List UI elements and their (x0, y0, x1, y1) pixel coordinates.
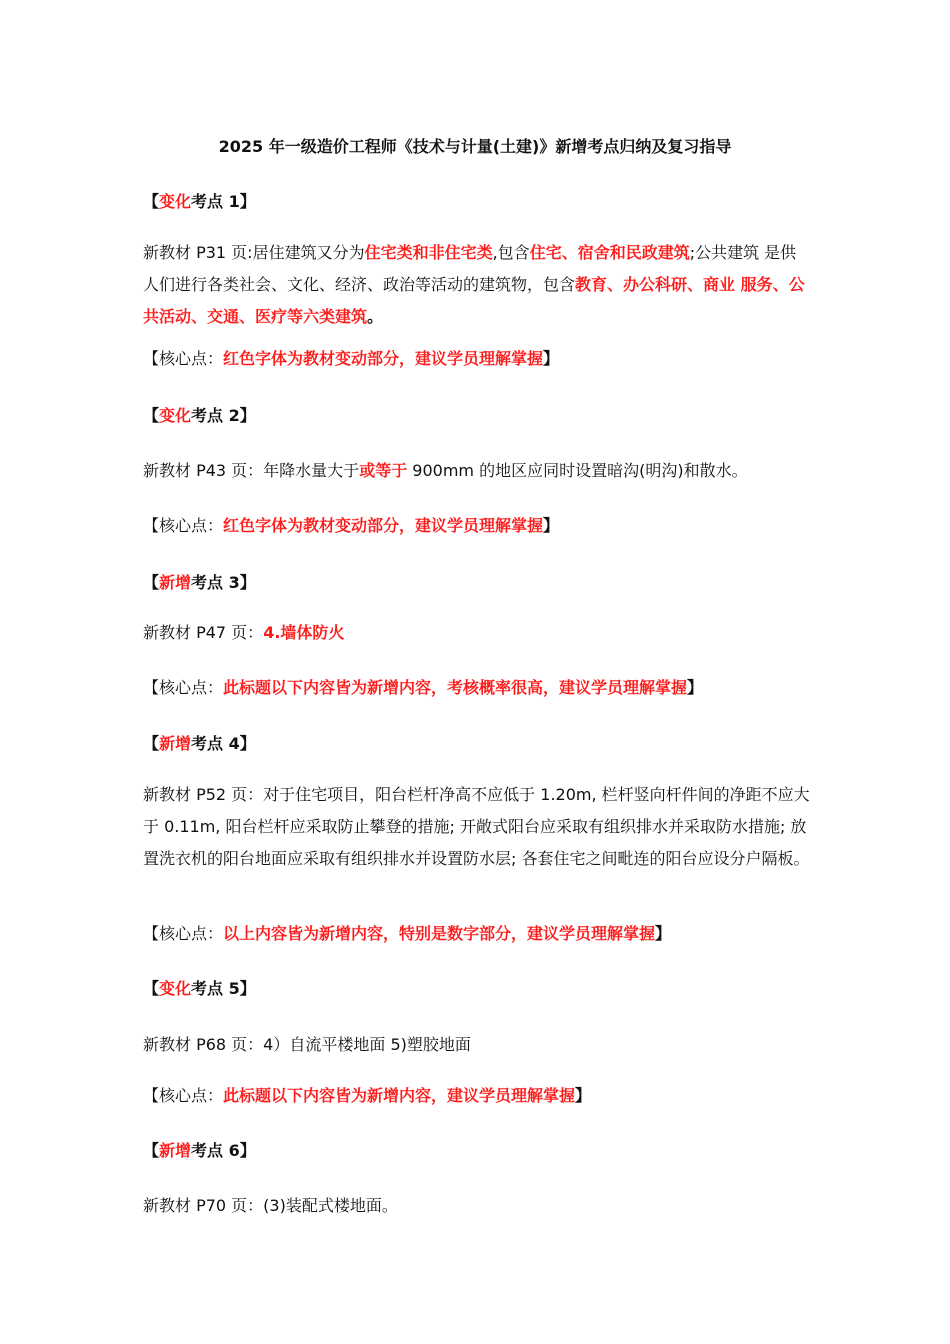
content-run-highlight: 4.墙体防火 (263, 623, 345, 642)
content-run: ;公共建筑 是供人们进行各类社会、文化、经济、政治等活动的建筑物，包含 (143, 243, 797, 294)
content-run: 新教材 P47 页： (143, 623, 264, 642)
note-prefix: 【核心点： (143, 516, 224, 535)
content-run: 新教材 P68 页：4）自流平楼地面 5)塑胶地面 (143, 1035, 471, 1054)
section-content-3 (143, 617, 811, 649)
section-label: 考点 1 (191, 192, 240, 211)
content-run-highlight: 教育、办公科研、商业 服务、公共活动、交通、医疗等六类建筑 (143, 275, 805, 326)
section-heading-4 (143, 734, 811, 754)
bracket-close: 】 (239, 406, 256, 425)
note-text: 此标题以下内容皆为新增内容，考核概率很高，建议学员理解掌握 (223, 678, 688, 697)
content-run: 新教材 P70 页：(3)装配式楼地面。 (143, 1196, 398, 1215)
section-label: 考点 3 (191, 573, 240, 592)
bracket-open: 【 (143, 573, 160, 592)
section-content-1 (143, 237, 811, 333)
content-run: 新教材 P52 页：对于住宅项目，阳台栏杆净高不应低于 1.20m, 栏杆竖向杆件间的净距不应大于 0.11m, 阳台栏杆应采取防止攀登的措施; 开敞式阳台应采取有组织排水并采取防水措施; 放置洗衣机的阳台地面应采取有组织排水并设置防水层; 各套住宅之间毗连的阳台应设分户隔板。 (143, 785, 810, 868)
content-run: 900mm 的地区应同时设置暗沟(明沟)和散水。 (407, 461, 748, 480)
note-prefix: 【核心点： (143, 349, 224, 368)
section-tag: 新增 (159, 573, 192, 592)
bracket-close: 】 (239, 192, 256, 211)
bracket-close: 】 (543, 516, 560, 535)
section-label: 考点 5 (191, 979, 240, 998)
document-title: 2025 年一级造价工程师《技术与计量(土建)》新增考点归纳及复习指导 (218, 137, 732, 156)
section-heading-1 (143, 192, 811, 212)
section-heading-2 (143, 406, 811, 426)
core-note-2 (143, 515, 811, 537)
section-content-5 (143, 1029, 811, 1061)
bracket-open: 【 (143, 979, 160, 998)
bracket-close: 】 (239, 979, 256, 998)
bracket-close: 】 (239, 573, 256, 592)
section-label: 考点 6 (191, 1141, 240, 1160)
note-text: 此标题以下内容皆为新增内容，建议学员理解掌握 (223, 1086, 576, 1105)
bracket-close: 】 (239, 734, 256, 753)
section-tag: 新增 (159, 734, 192, 753)
section-heading-3 (143, 573, 811, 593)
bracket-close: 】 (655, 924, 672, 943)
core-note-3 (143, 677, 811, 699)
content-run: 新教材 P43 页：年降水量大于 (143, 461, 360, 480)
content-run-highlight: 住宅、宿舍和民政建筑 (529, 243, 690, 262)
section-tag: 变化 (159, 192, 192, 211)
section-content-6 (143, 1190, 811, 1222)
bracket-close: 】 (687, 678, 704, 697)
section-tag: 新增 (159, 1141, 192, 1160)
core-note-5 (143, 1085, 811, 1107)
note-prefix: 【核心点： (143, 924, 224, 943)
note-prefix: 【核心点： (143, 678, 224, 697)
section-label: 考点 4 (191, 734, 240, 753)
bracket-open: 【 (143, 406, 160, 425)
note-text: 红色字体为教材变动部分，建议学员理解掌握 (223, 516, 544, 535)
section-tag: 变化 (159, 406, 192, 425)
section-content-4 (143, 779, 811, 875)
bracket-close: 】 (543, 349, 560, 368)
core-note-4 (143, 923, 811, 945)
content-run-highlight: 住宅类和非住宅类 (364, 243, 493, 262)
content-run: 新教材 P31 页:居住建筑又分为 (143, 243, 365, 262)
bracket-close: 】 (575, 1086, 592, 1105)
content-run-highlight: 或等于 (359, 461, 408, 480)
section-content-2 (143, 455, 811, 487)
bracket-close: 】 (239, 1141, 256, 1160)
bracket-open: 【 (143, 1141, 160, 1160)
note-prefix: 【核心点： (143, 1086, 224, 1105)
section-heading-5 (143, 979, 811, 999)
core-note-1 (143, 348, 811, 370)
content-run: 。 (367, 307, 384, 326)
note-text: 以上内容皆为新增内容，特别是数字部分，建议学员理解掌握 (223, 924, 656, 943)
note-text: 红色字体为教材变动部分，建议学员理解掌握 (223, 349, 544, 368)
section-label: 考点 2 (191, 406, 240, 425)
bracket-open: 【 (143, 192, 160, 211)
bracket-open: 【 (143, 734, 160, 753)
content-run: ,包含 (492, 243, 530, 262)
section-heading-6 (143, 1141, 811, 1161)
section-tag: 变化 (159, 979, 192, 998)
